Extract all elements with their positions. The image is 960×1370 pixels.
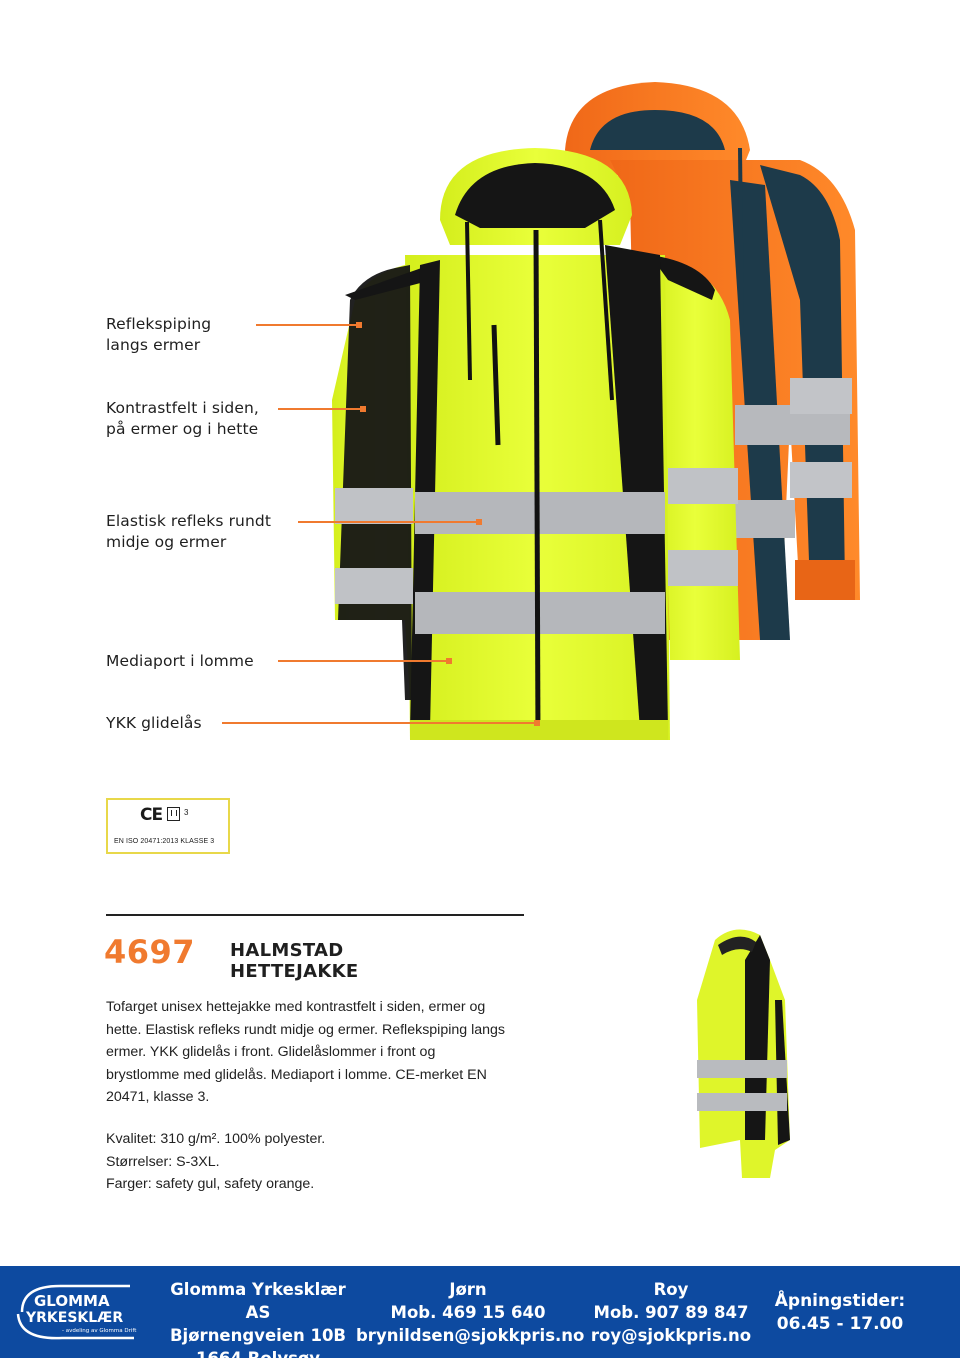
product-specs [106, 1128, 325, 1196]
callout-mediaport: Mediaport i lomme [106, 652, 254, 670]
certification-standard: EN ISO 20471:2013 KLASSE 3 [114, 838, 215, 845]
contact-email[interactable]: roy@sjokkpris.no [590, 1326, 752, 1345]
footer-opening-hours [770, 1290, 910, 1336]
footer-company [160, 1278, 356, 1370]
product-colors: Farger: safety gul, safety orange. [106, 1176, 315, 1192]
logo-tagline: - avdeling av Glomma Drift [62, 1328, 137, 1334]
jacket-side-view-image [695, 925, 795, 1180]
contact-phone[interactable]: Mob. 469 15 640 [390, 1303, 546, 1322]
contact-email[interactable]: brynildsen@sjokkpris.no [356, 1326, 585, 1345]
certification-class-digit: 3 [184, 808, 189, 817]
callout-dot [446, 658, 452, 664]
company-street: Bjørnengveien 10B [169, 1326, 347, 1345]
callout-dot [534, 720, 540, 726]
company-postal: 1664 Rolvsøy [195, 1349, 321, 1368]
callout-reflective-piping: Reflekspiping langs ermer [106, 315, 212, 354]
contact-name: Jørn [449, 1280, 487, 1299]
ce-mark: CE [140, 805, 163, 825]
footer [0, 1266, 960, 1368]
callout-contrast-panels: Kontrastfelt i siden, på ermer og i hette [106, 399, 259, 438]
callout-line [278, 408, 360, 410]
logo-line1: GLOMMA [34, 1292, 110, 1310]
callout-elastic-reflective: Elastisk refleks rundt midje og ermer [106, 512, 272, 551]
divider [106, 914, 524, 916]
logo-line2: YRKESKLÆR [26, 1310, 124, 1326]
glomma-yrkesklaer-logo [12, 1282, 140, 1342]
callout-dot [356, 322, 362, 328]
footer-contact-roy [584, 1278, 758, 1347]
product-description: Tofarget unisex hettejakke med kontrastfelt i siden, ermer og hette. Elastisk refleks rundt midje og ermer. Reflekspiping langs ermer. YKK glidelås i front. Glidelåslommer i front og brystlomme med glidelås. Mediaport i lomme. CE-merket EN 20471, klasse 3. [106, 999, 506, 1105]
product-sizes: Størrelser: S-3XL. [106, 1153, 220, 1170]
jacket-yellow-image [320, 140, 750, 750]
product-number: 4697 [104, 933, 196, 971]
callout-dot [476, 519, 482, 525]
callout-line [256, 324, 356, 326]
footer-contact-jorn [356, 1278, 585, 1347]
product-quality: Kvalitet: 310 g/m². 100% polyester. [106, 1131, 326, 1147]
certification-box [106, 798, 230, 854]
contact-name: Roy [653, 1280, 689, 1299]
callout-line [278, 660, 446, 662]
callout-ykk-zipper: YKK glidelås [106, 714, 202, 732]
callout-dot [360, 406, 366, 412]
company-name: Glomma Yrkesklær AS [170, 1280, 346, 1322]
hi-vis-pictogram-icon [167, 807, 180, 821]
contact-phone[interactable]: Mob. 907 89 847 [593, 1303, 749, 1322]
hours-value: 06.45 - 17.00 [776, 1314, 904, 1334]
hours-label: Åpningstider: [774, 1291, 906, 1311]
product-name: HALMSTAD HETTEJAKKE [230, 940, 359, 982]
callout-line [222, 722, 534, 724]
callout-line [298, 521, 476, 523]
